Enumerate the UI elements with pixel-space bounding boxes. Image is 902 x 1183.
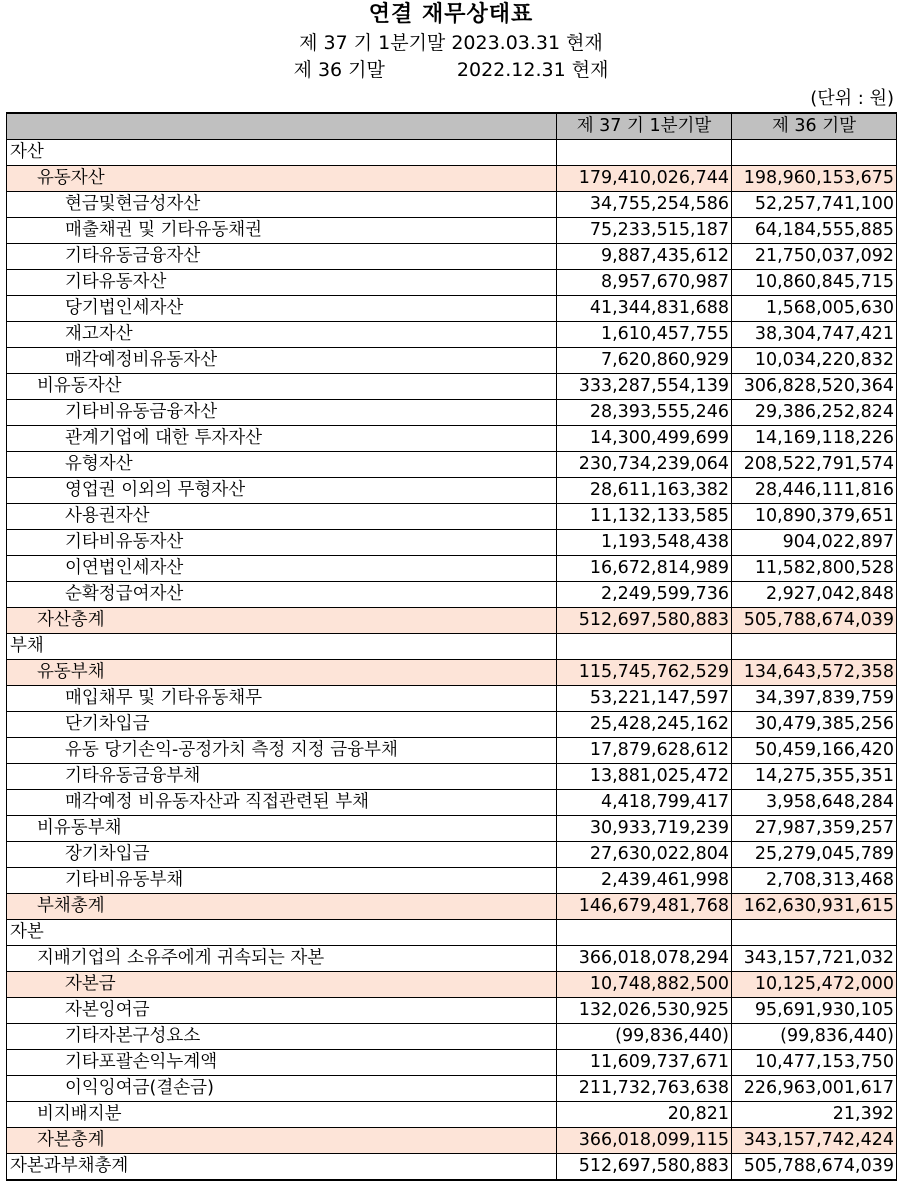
table-row — [7, 582, 897, 608]
prior-period-value: 14,275,355,351 — [732, 764, 897, 790]
current-period-value: 16,672,814,989 — [557, 556, 732, 582]
current-period-value: 53,221,147,597 — [557, 686, 732, 712]
account-label: 기타유동금융부채 — [7, 764, 557, 790]
prior-period-value: 226,963,001,617 — [732, 1076, 897, 1102]
account-label: 단기차입금 — [7, 712, 557, 738]
table-row — [7, 530, 897, 556]
current-period-value: 179,410,026,744 — [557, 166, 732, 192]
current-period-value: 1,193,548,438 — [557, 530, 732, 556]
prior-period-value: 10,125,472,000 — [732, 972, 897, 998]
prior-period-value: 29,386,252,824 — [732, 400, 897, 426]
prior-period-value — [732, 140, 897, 166]
unit-label: (단위 : 원) — [810, 88, 894, 109]
prior-period-value: 10,860,845,715 — [732, 270, 897, 296]
current-period-value: 41,344,831,688 — [557, 296, 732, 322]
current-period-value: (99,836,440) — [557, 1024, 732, 1050]
prior-period-value: 1,568,005,630 — [732, 296, 897, 322]
table-row — [7, 478, 897, 504]
current-period-value: 10,748,882,500 — [557, 972, 732, 998]
prior-period-value: 21,750,037,092 — [732, 244, 897, 270]
account-label: 매출채권 및 기타유동채권 — [7, 218, 557, 244]
prior-period-value: 904,022,897 — [732, 530, 897, 556]
current-period-value: 28,611,163,382 — [557, 478, 732, 504]
current-period-value: 132,026,530,925 — [557, 998, 732, 1024]
prior-period-value: 10,477,153,750 — [732, 1050, 897, 1076]
balance-sheet-table — [6, 112, 897, 1181]
current-period-value: 146,679,481,768 — [557, 894, 732, 920]
prior-period-value: 21,392 — [732, 1102, 897, 1128]
table-row — [7, 790, 897, 816]
account-label: 자본총계 — [7, 1128, 557, 1154]
current-period-value: 7,620,860,929 — [557, 348, 732, 374]
table-row — [7, 192, 897, 218]
prior-period-value: 162,630,931,615 — [732, 894, 897, 920]
prior-period-value: 505,788,674,039 — [732, 1154, 897, 1181]
account-label: 자본과부채총계 — [7, 1154, 557, 1181]
table-row — [7, 894, 897, 920]
table-row — [7, 348, 897, 374]
current-period-value — [557, 634, 732, 660]
account-label: 장기차입금 — [7, 842, 557, 868]
current-period-value: 9,887,435,612 — [557, 244, 732, 270]
prior-period-value: 50,459,166,420 — [732, 738, 897, 764]
table-row — [7, 270, 897, 296]
current-period-value: 211,732,763,638 — [557, 1076, 732, 1102]
table-row — [7, 322, 897, 348]
account-label: 기타포괄손익누계액 — [7, 1050, 557, 1076]
table-row — [7, 218, 897, 244]
table-row — [7, 1076, 897, 1102]
account-label: 자산총계 — [7, 608, 557, 634]
table-row — [7, 738, 897, 764]
prior-period-value: 30,479,385,256 — [732, 712, 897, 738]
current-period-value: 333,287,554,139 — [557, 374, 732, 400]
table-row — [7, 816, 897, 842]
account-label: 기타자본구성요소 — [7, 1024, 557, 1050]
account-label: 현금및현금성자산 — [7, 192, 557, 218]
prior-period-value: 64,184,555,885 — [732, 218, 897, 244]
prior-period-value: 198,960,153,675 — [732, 166, 897, 192]
prior-period-value: 343,157,721,032 — [732, 946, 897, 972]
current-period-value: 25,428,245,162 — [557, 712, 732, 738]
prior-period-value: 10,890,379,651 — [732, 504, 897, 530]
prior-period-label: 제 36 기말 — [293, 59, 385, 81]
current-period-value: 28,393,555,246 — [557, 400, 732, 426]
account-label: 기타유동자산 — [7, 270, 557, 296]
account-label: 유동자산 — [7, 166, 557, 192]
account-label: 매각예정비유동자산 — [7, 348, 557, 374]
account-label: 재고자산 — [7, 322, 557, 348]
table-row — [7, 1128, 897, 1154]
table-header-row — [7, 113, 897, 140]
table-row — [7, 426, 897, 452]
account-label: 기타비유동부채 — [7, 868, 557, 894]
table-row — [7, 868, 897, 894]
table-row — [7, 452, 897, 478]
account-label: 기타유동금융자산 — [7, 244, 557, 270]
prior-period-value: 38,304,747,421 — [732, 322, 897, 348]
table-row — [7, 400, 897, 426]
statement-title: 연결 재무상태표 — [368, 2, 534, 27]
current-period-value: 366,018,099,115 — [557, 1128, 732, 1154]
current-period-value: 11,609,737,671 — [557, 1050, 732, 1076]
prior-period-value: 27,987,359,257 — [732, 816, 897, 842]
prior-period-value: 28,446,111,816 — [732, 478, 897, 504]
account-label: 지배기업의 소유주에게 귀속되는 자본 — [7, 946, 557, 972]
table-row — [7, 556, 897, 582]
account-label: 기타비유동금융자산 — [7, 400, 557, 426]
table-body — [7, 140, 897, 1181]
table-row — [7, 140, 897, 166]
table-row — [7, 608, 897, 634]
current-period-value: 13,881,025,472 — [557, 764, 732, 790]
current-period-value: 2,439,461,998 — [557, 868, 732, 894]
account-label: 부채총계 — [7, 894, 557, 920]
account-label: 기타비유동자산 — [7, 530, 557, 556]
table-row — [7, 1154, 897, 1181]
account-label: 관계기업에 대한 투자자산 — [7, 426, 557, 452]
account-label: 순확정급여자산 — [7, 582, 557, 608]
table-row — [7, 1102, 897, 1128]
current-period-value: 20,821 — [557, 1102, 732, 1128]
prior-period-value: 25,279,045,789 — [732, 842, 897, 868]
current-period-value: 34,755,254,586 — [557, 192, 732, 218]
current-period: 제 37 기 1분기말 2023.03.31 현재 — [299, 32, 603, 54]
prior-period-value: 95,691,930,105 — [732, 998, 897, 1024]
current-period-value — [557, 140, 732, 166]
table-row — [7, 842, 897, 868]
account-label: 비유동자산 — [7, 374, 557, 400]
table-row — [7, 1024, 897, 1050]
table-row — [7, 166, 897, 192]
current-period-value: 1,610,457,755 — [557, 322, 732, 348]
table-row — [7, 296, 897, 322]
account-label: 자본금 — [7, 972, 557, 998]
table-row — [7, 920, 897, 946]
prior-period-date: 2022.12.31 현재 — [456, 59, 609, 81]
prior-period-value: (99,836,440) — [732, 1024, 897, 1050]
prior-period-value: 3,958,648,284 — [732, 790, 897, 816]
current-period-value: 75,233,515,187 — [557, 218, 732, 244]
current-period-value: 8,957,670,987 — [557, 270, 732, 296]
account-label: 자본잉여금 — [7, 998, 557, 1024]
prior-period-value — [732, 920, 897, 946]
current-period-value: 14,300,499,699 — [557, 426, 732, 452]
prior-period-value: 208,522,791,574 — [732, 452, 897, 478]
current-period-value: 512,697,580,883 — [557, 1154, 732, 1181]
current-period-value: 30,933,719,239 — [557, 816, 732, 842]
current-period-value: 230,734,239,064 — [557, 452, 732, 478]
table-row — [7, 764, 897, 790]
header-prior-period: 제 36 기말 — [732, 113, 897, 140]
account-label: 비지배지분 — [7, 1102, 557, 1128]
account-label: 이익잉여금(결손금) — [7, 1076, 557, 1102]
current-period-value: 366,018,078,294 — [557, 946, 732, 972]
account-label: 유형자산 — [7, 452, 557, 478]
prior-period-value: 52,257,741,100 — [732, 192, 897, 218]
account-label: 유동 당기손익-공정가치 측정 지정 금융부채 — [7, 738, 557, 764]
account-label: 당기법인세자산 — [7, 296, 557, 322]
current-period-value: 115,745,762,529 — [557, 660, 732, 686]
current-period-value: 2,249,599,736 — [557, 582, 732, 608]
prior-period-value: 14,169,118,226 — [732, 426, 897, 452]
table-row — [7, 660, 897, 686]
prior-period-value: 11,582,800,528 — [732, 556, 897, 582]
table-row — [7, 998, 897, 1024]
current-period-value: 27,630,022,804 — [557, 842, 732, 868]
table-row — [7, 946, 897, 972]
prior-period-value: 10,034,220,832 — [732, 348, 897, 374]
account-label: 비유동부채 — [7, 816, 557, 842]
table-row — [7, 634, 897, 660]
current-period-value — [557, 920, 732, 946]
table-row — [7, 712, 897, 738]
current-period-value: 17,879,628,612 — [557, 738, 732, 764]
prior-period-value — [732, 634, 897, 660]
account-label: 매입채무 및 기타유동채무 — [7, 686, 557, 712]
account-label: 이연법인세자산 — [7, 556, 557, 582]
prior-period-value: 2,927,042,848 — [732, 582, 897, 608]
prior-period-value: 505,788,674,039 — [732, 608, 897, 634]
account-label: 영업권 이외의 무형자산 — [7, 478, 557, 504]
table-row — [7, 504, 897, 530]
prior-period — [0, 57, 902, 83]
table-row — [7, 244, 897, 270]
header-account — [7, 113, 557, 140]
account-label: 매각예정 비유동자산과 직접관련된 부채 — [7, 790, 557, 816]
account-label: 유동부채 — [7, 660, 557, 686]
account-label: 자본 — [7, 920, 557, 946]
prior-period-value: 134,643,572,358 — [732, 660, 897, 686]
prior-period-value: 2,708,313,468 — [732, 868, 897, 894]
account-label: 부채 — [7, 634, 557, 660]
table-row — [7, 972, 897, 998]
current-period-value: 512,697,580,883 — [557, 608, 732, 634]
current-period-value: 11,132,133,585 — [557, 504, 732, 530]
account-label: 사용권자산 — [7, 504, 557, 530]
header-current-period: 제 37 기 1분기말 — [557, 113, 732, 140]
current-period-value: 4,418,799,417 — [557, 790, 732, 816]
prior-period-value: 306,828,520,364 — [732, 374, 897, 400]
account-label: 자산 — [7, 140, 557, 166]
prior-period-value: 34,397,839,759 — [732, 686, 897, 712]
table-row — [7, 374, 897, 400]
table-row — [7, 686, 897, 712]
prior-period-value: 343,157,742,424 — [732, 1128, 897, 1154]
table-row — [7, 1050, 897, 1076]
